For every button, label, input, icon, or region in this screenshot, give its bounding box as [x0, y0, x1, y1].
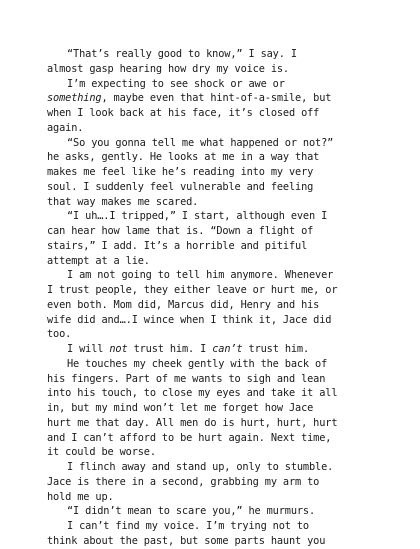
text-line: [47, 165, 377, 180]
text-segment: too.: [47, 328, 72, 341]
text-line: [47, 121, 377, 136]
text-segment: almost gasp hearing how dry my voice is.: [47, 62, 289, 75]
text-line: [47, 357, 377, 372]
text-line: [47, 283, 377, 298]
text-line: [47, 401, 377, 416]
text-segment: and I can’t afford to be hurt again. Next time,: [47, 431, 332, 444]
text-line: [47, 313, 377, 328]
text-segment: wife did and….I wince when I think it, Jace did: [47, 313, 332, 326]
text-segment: I’m expecting to see shock or awe or: [67, 77, 285, 90]
text-line: [47, 342, 377, 357]
text-segment: into his touch, to close my eyes and take it all: [47, 387, 338, 400]
text-segment: “I didn’t mean to scare you,” he murmurs.: [67, 505, 316, 518]
text-line: [47, 327, 377, 342]
text-segment: that way makes me scared.: [47, 195, 199, 208]
text-segment: can hear how lame that is. “Down a flight of: [47, 225, 314, 237]
text-segment: “I uh….I tripped,” I start, although even I: [67, 210, 328, 223]
text-line: [47, 106, 377, 121]
text-line: [47, 47, 377, 62]
body-text: [47, 47, 377, 549]
text-segment: it could be worse.: [47, 446, 156, 459]
text-segment: , maybe even that hint-of-a-smile, but: [101, 92, 332, 105]
text-segment: he asks, gently. He looks at me in a way that: [47, 151, 320, 164]
text-line: [47, 416, 377, 431]
text-segment: think about the past, but some parts haunt you: [47, 534, 326, 547]
text-segment: stairs,” I add. It’s a horrible and pitiful: [47, 239, 308, 252]
text-line: [47, 431, 377, 446]
text-line: [47, 372, 377, 387]
text-segment: I trust people, they either leave or hurt me, or: [47, 284, 338, 296]
text-line: [47, 298, 377, 313]
text-segment: makes me feel like he’s reading into my very: [47, 166, 314, 178]
text-segment: I flinch away and stand up, only to stumble.: [67, 461, 334, 473]
text-line: [47, 460, 377, 475]
text-line: [47, 504, 377, 519]
text-segment: even both. Mom did, Marcus did, Henry and his: [47, 298, 320, 311]
text-segment: I will: [67, 343, 110, 355]
text-line: [47, 519, 377, 534]
emphasized-text: something: [47, 92, 102, 105]
text-segment: “So you gonna tell me what happened or not?”: [67, 136, 334, 149]
emphasized-text: can’t: [212, 343, 243, 355]
emphasized-text: not: [109, 343, 128, 355]
text-line: [47, 224, 377, 239]
text-line: [47, 268, 377, 283]
text-segment: in, but my mind won’t let me forget how Jace: [47, 402, 314, 414]
text-line: [47, 239, 377, 254]
text-line: [47, 62, 377, 77]
text-line: [47, 445, 377, 460]
text-line: [47, 150, 377, 165]
text-segment: again.: [47, 121, 84, 134]
text-line: [47, 386, 377, 401]
text-line: [47, 254, 377, 269]
text-segment: Jace is there in a second, grabbing my arm to: [47, 475, 320, 488]
text-segment: hold me up.: [47, 490, 114, 503]
text-segment: when I look back at his face, it’s closed off: [47, 107, 320, 119]
text-line: [47, 490, 377, 505]
text-line: [47, 534, 377, 549]
text-segment: I can’t find my voice. I’m trying not to: [67, 520, 309, 532]
text-segment: attempt at a lie.: [47, 254, 150, 267]
text-line: [47, 136, 377, 151]
text-line: [47, 209, 377, 224]
text-segment: his fingers. Part of me wants to sigh and lean: [47, 372, 326, 385]
text-line: [47, 180, 377, 195]
text-line: [47, 77, 377, 92]
text-segment: trust him. I: [127, 343, 213, 355]
text-line: [47, 475, 377, 490]
text-segment: I am not going to tell him anymore. Whenever: [67, 269, 334, 282]
text-segment: soul. I suddenly feel vulnerable and feeling: [47, 180, 314, 193]
text-segment: “That’s really good to know,” I say. I: [67, 48, 297, 60]
text-segment: trust him.: [242, 343, 310, 355]
text-segment: hurt me that day. All men do is hurt, hurt, hurt: [47, 416, 338, 429]
text-line: [47, 91, 377, 106]
text-segment: He touches my cheek gently with the back of: [67, 357, 328, 370]
text-line: [47, 195, 377, 210]
